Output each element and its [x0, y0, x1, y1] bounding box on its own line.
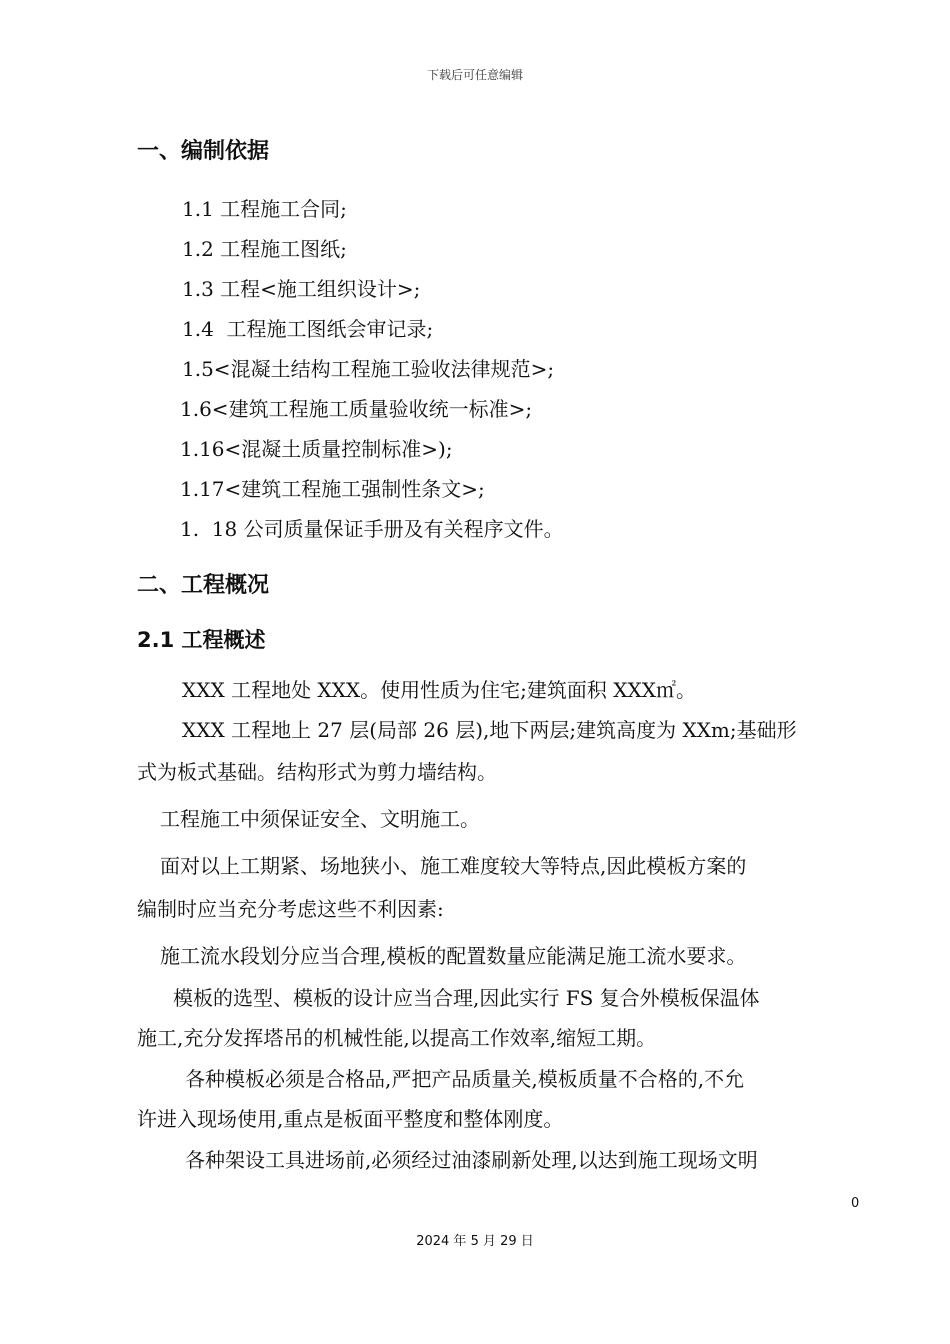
footer-date: 2024 年 5 月 29 日	[416, 1234, 534, 1249]
section-1-title: 一、编制依据	[137, 139, 270, 164]
body-line: 各种模板必须是合格品,严把产品质量关,模板质量不合格的,不允	[185, 1067, 745, 1091]
body-line: 式为板式基础。结构形式为剪力墙结构。	[137, 760, 497, 784]
body-line: XXX 工程地处 XXX。使用性质为住宅;建筑面积 XXX㎡。	[182, 678, 696, 702]
body-line: 施工,充分发挥塔吊的机械性能,以提高工作效率,缩短工期。	[137, 1026, 657, 1050]
basis-item: 1.1 工程施工合同;	[182, 197, 347, 221]
basis-item: 1.16<混凝土质量控制标准>);	[180, 437, 453, 461]
body-line: 模板的选型、模板的设计应当合理,因此实行 FS 复合外模板保温体	[173, 986, 760, 1010]
body-line: 面对以上工期紧、场地狭小、施工难度较大等特点,因此模板方案的	[160, 854, 747, 878]
basis-item: 1.17<建筑工程施工强制性条文>;	[180, 477, 485, 501]
basis-item: 1.2 工程施工图纸;	[182, 237, 347, 261]
section-2-1-title: 2.1 工程概述	[137, 628, 266, 652]
body-line: 编制时应当充分考虑这些不利因素:	[137, 897, 444, 921]
page-number: 0	[851, 1196, 860, 1211]
section-2-title: 二、工程概况	[137, 573, 270, 598]
basis-item: 1.3 工程<施工组织设计>;	[182, 277, 421, 301]
basis-item: 1. 18 公司质量保证手册及有关程序文件。	[180, 517, 564, 541]
page-header: 下载后可任意编辑	[426, 68, 523, 82]
body-line: 工程施工中须保证安全、文明施工。	[160, 807, 480, 831]
body-line: 许进入现场使用,重点是板面平整度和整体刚度。	[137, 1107, 564, 1131]
basis-item: 1.6<建筑工程施工质量验收统一标准>;	[180, 397, 533, 421]
basis-item: 1.5<混凝土结构工程施工验收法律规范>;	[182, 357, 555, 381]
body-line: XXX 工程地上 27 层(局部 26 层),地下两层;建筑高度为 XXm;基础形	[182, 718, 797, 742]
basis-item: 1.4 工程施工图纸会审记录;	[182, 317, 434, 341]
body-line: 各种架设工具进场前,必须经过油漆刷新处理,以达到施工现场文明	[185, 1148, 758, 1172]
body-line: 施工流水段划分应当合理,模板的配置数量应能满足施工流水要求。	[160, 944, 747, 968]
